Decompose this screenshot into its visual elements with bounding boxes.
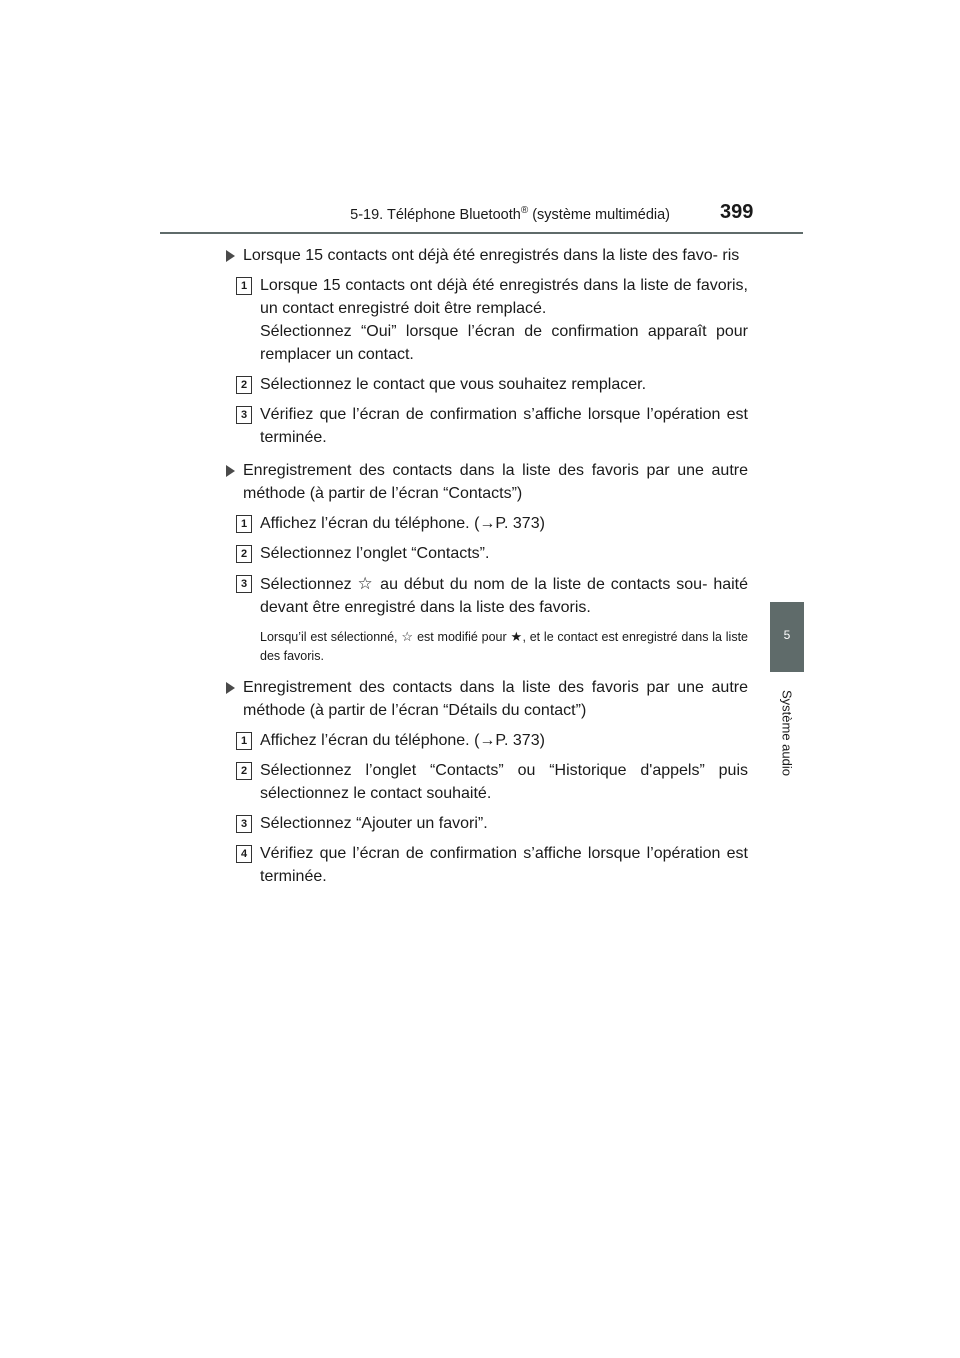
chapter-tab-number: 5: [783, 628, 791, 642]
page-content: [218, 238, 748, 898]
chapter-tab: [770, 602, 804, 672]
section-heading: Lorsque 15 contacts ont déjà été enregistrés dans la liste des favo- ris: [218, 244, 748, 267]
step-text: Vérifiez que l’écran de confirmation s’affiche lorsque l’opération est terminée.: [260, 845, 748, 885]
section-1: [218, 244, 748, 449]
step-text: Sélectionnez “Ajouter un favori”.: [260, 815, 488, 832]
step-item: [218, 812, 748, 835]
step-item: [218, 572, 748, 619]
step-text: Sélectionnez ☆ au début du nom de la liste de contacts sou- haité devant être enregistré dans la liste des favoris.: [260, 574, 749, 616]
step-number: 1: [236, 277, 252, 295]
step-number: 1: [236, 732, 252, 750]
step-number: 3: [236, 575, 252, 593]
step-item: [218, 759, 748, 805]
header-rule: [160, 232, 803, 234]
star-outline-icon: ☆: [357, 574, 375, 593]
step-text: Sélectionnez “Oui” lorsque l’écran de confirmation apparaît pour remplacer un contact.: [260, 323, 748, 363]
triangle-bullet-icon: [226, 465, 235, 477]
triangle-bullet-icon: [226, 250, 235, 262]
triangle-bullet-icon: [226, 682, 235, 694]
step-item: [218, 512, 748, 535]
step-number: 1: [236, 515, 252, 533]
step-item: [218, 729, 748, 752]
step-note: Lorsqu’il est sélectionné, ☆ est modifié pour ★, et le contact est enregistré dans la liste des favoris.: [260, 629, 749, 663]
section-heading: Enregistrement des contacts dans la liste des favoris par une autre méthode (à partir de l’écran “Contacts”): [218, 459, 748, 505]
section-3: [218, 676, 748, 888]
step-item: [218, 403, 748, 449]
step-text: Affichez l’écran du téléphone. (→P. 373): [260, 732, 545, 749]
page-header: [0, 0, 960, 240]
page-number: 399: [720, 201, 754, 223]
step-item: [218, 842, 748, 888]
section-heading: Enregistrement des contacts dans la liste des favoris par une autre méthode (à partir de l’écran “Détails du contact”): [218, 676, 748, 722]
arrow-icon: →: [479, 732, 496, 749]
star-outline-icon: ☆: [401, 629, 414, 644]
star-filled-icon: ★: [510, 629, 523, 644]
step-item: [218, 373, 748, 396]
step-text: Vérifiez que l’écran de confirmation s’affiche lorsque l’opération est terminée.: [260, 406, 748, 446]
step-item: [218, 274, 748, 366]
section-2: [218, 459, 748, 666]
chapter-title: 5-19. Téléphone Bluetooth® (système multimédia): [350, 205, 670, 223]
step-text: Affichez l’écran du téléphone. (→P. 373): [260, 515, 545, 532]
step-number: 4: [236, 845, 252, 863]
step-text: Sélectionnez le contact que vous souhaitez remplacer.: [260, 376, 647, 393]
step-text: Lorsque 15 contacts ont déjà été enregistrés dans la liste de favoris, un contact enregistré doit être remplacé.: [260, 277, 748, 317]
step-number: 3: [236, 406, 252, 424]
step-number: 2: [236, 762, 252, 780]
arrow-icon: →: [479, 515, 496, 532]
step-number: 2: [236, 545, 252, 563]
step-item: [218, 542, 748, 565]
chapter-tab-label: Système audio: [779, 690, 795, 776]
step-number: 2: [236, 376, 252, 394]
step-text: Sélectionnez l’onglet “Contacts” ou “Historique d'appels” puis sélectionnez le contact souhaité.: [260, 762, 748, 802]
step-number: 3: [236, 815, 252, 833]
step-text: Sélectionnez l’onglet “Contacts”.: [260, 545, 490, 562]
